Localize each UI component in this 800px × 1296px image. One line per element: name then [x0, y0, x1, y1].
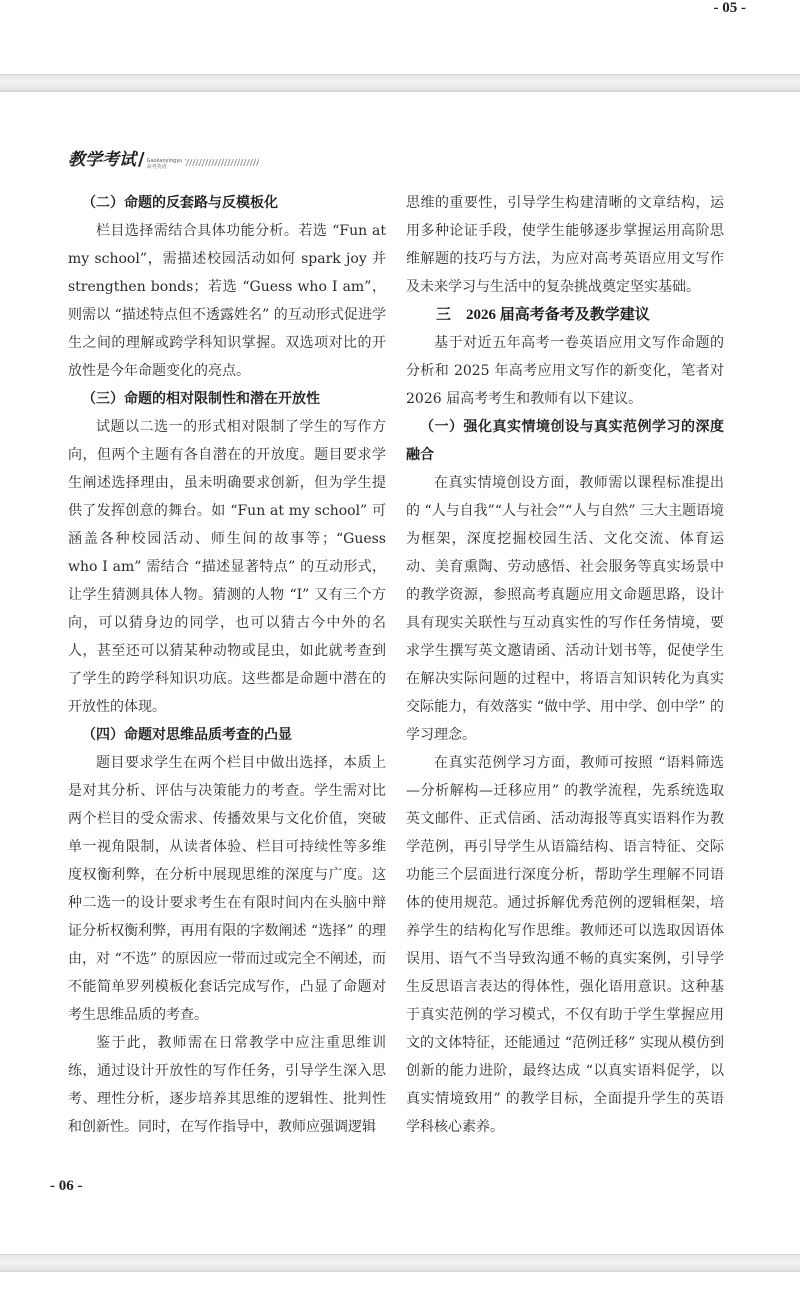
masthead-subtitle-cn: 高考英语 [146, 164, 167, 170]
paragraph: 题目要求学生在两个栏目中做出选择，本质上是对其分析、评估与决策能力的考查。学生需对比两个栏目的受众需求、传播效果与文化价值，突破单一视角限制，从读者体验、栏目可持续性等多维度权衡利弊，在分析中展现思维的深度与广度。这种二选一的设计要求考生在有限时间内在头脑中辩证分析权衡利弊，再用有限的字数阐述 “选择” 的理由，对 “不选” 的原因应一带而过或完全不阐述，而不能简单罗列模板化套话完成写作，凸显了命题对考生思维品质的考查。 [68, 755, 386, 1023]
page-number-top: - 05 - [713, 0, 746, 16]
masthead-subtitle-en: Gaokaoyingyu [146, 158, 183, 164]
paragraph: 在真实范例学习方面，教师可按照 “语料筛选—分析解构—迁移应用” 的教学流程，先系统选取英文邮件、正式信函、活动海报等真实语料作为教学范例，再引导学生从语篇结构、语言特征、交际功能三个层面进行深度分析，帮助学生理解不同语体的使用规范。通过拆解优秀范例的逻辑框架，培养学生的结构化写作思维。教师还可以选取因语体误用、语气不当导致沟通不畅的真实案例，引导学生反思语言表达的得体性，强化语用意识。这种基于真实范例的学习模式，不仅有助于学生掌握应用文的文体特征，还能通过 “范例迁移” 实现从模仿到创新的能力进阶，最终达成 “以真实语料促学，以真实情境致用” 的教学目标，全面提升学生的英语学科核心素养。 [406, 755, 724, 1135]
masthead [68, 144, 259, 170]
paragraph: 试题以二选一的形式相对限制了学生的写作方向，但两个主题有各自潜在的开放度。题目要求学生阐述选择理由，虽未明确要求创新，但为学生提供了发挥创意的舞台。如 “Fun at my school” 可涵盖各种校园活动、师生间的故事等；“Guess who I am” 需结合 “描述显著特点” 的互动形式，让学生猜测具体人物。猜测的人物 “I” 又有三个方向，可以猜身边的同学，也可以猜古今中外的名人，甚至还可以猜某种动物或昆虫，如此就考查到了学生的跨学科知识功底。这些都是命题中潜在的开放性的体现。 [68, 419, 386, 715]
section-heading: （四）命题对思维品质考查的凸显 [82, 727, 292, 743]
paragraph-continued: 思维的重要性，引导学生构建清晰的文章结构，运用多种论证手段，使学生能够逐步掌握运用高阶思维解题的技巧与方法，为应对高考英语应用文写作及未来学习与生活中的复杂挑战奠定坚实基础。 [406, 195, 724, 295]
masthead-slash: / [138, 149, 145, 170]
right-column [406, 189, 724, 1141]
chapter-heading: 三 2026 届高考备考及教学建议 [436, 307, 650, 323]
section-heading: （一）强化真实情境创设与真实范例学习的深度融合 [406, 419, 724, 463]
masthead-title: 教学考试 [68, 150, 136, 170]
section-heading: （三）命题的相对限制性和潜在开放性 [82, 391, 320, 407]
left-column [68, 189, 386, 1141]
paragraph: 基于对近五年高考一卷英语应用文写作命题的分析和 2025 年高考应用文写作的新变化，笔者对 2026 届高考考生和教师有以下建议。 [406, 335, 724, 407]
page-divider-top [0, 74, 800, 92]
paragraph: 鉴于此，教师需在日常教学中应注重思维训练，通过设计开放性的写作任务，引导学生深入思考、理性分析，逐步培养其思维的逻辑性、批判性和创新性。同时，在写作指导中，教师应强调逻辑 [68, 1035, 386, 1135]
masthead-subtitle [147, 158, 183, 170]
paragraph: 在真实情境创设方面，教师需以课程标准提出的 “人与自我”“人与社会”“人与自然” 三大主题语境为框架，深度挖掘校园生活、文化交流、体育运动、美育熏陶、劳动感悟、社会服务等真实场景中的教学资源，参照高考真题应用文命题思路，设计具有现实关联性与互动真实性的写作任务情境，要求学生撰写英文邀请函、活动计划书等，促使学生在解决实际问题的过程中，将语言知识转化为真实交际能力，有效落实 “做中学、用中学、创中学” 的学习理念。 [406, 475, 724, 743]
masthead-hatch-decoration [185, 159, 259, 166]
page-divider-bottom [0, 1254, 800, 1272]
section-heading: （二）命题的反套路与反模板化 [82, 195, 278, 211]
paragraph: 栏目选择需结合具体功能分析。若选 “Fun at my school”，需描述校园活动如何 spark joy 并 strengthen bonds；若选 “Guess who I am”，则需以 “描述特点但不透露姓名” 的互动形式促进学生之间的理解或跨学科知识掌握。双选项对比的开放性是今年命题变化的亮点。 [68, 223, 386, 379]
page-number-bottom: - 06 - [50, 1178, 83, 1194]
